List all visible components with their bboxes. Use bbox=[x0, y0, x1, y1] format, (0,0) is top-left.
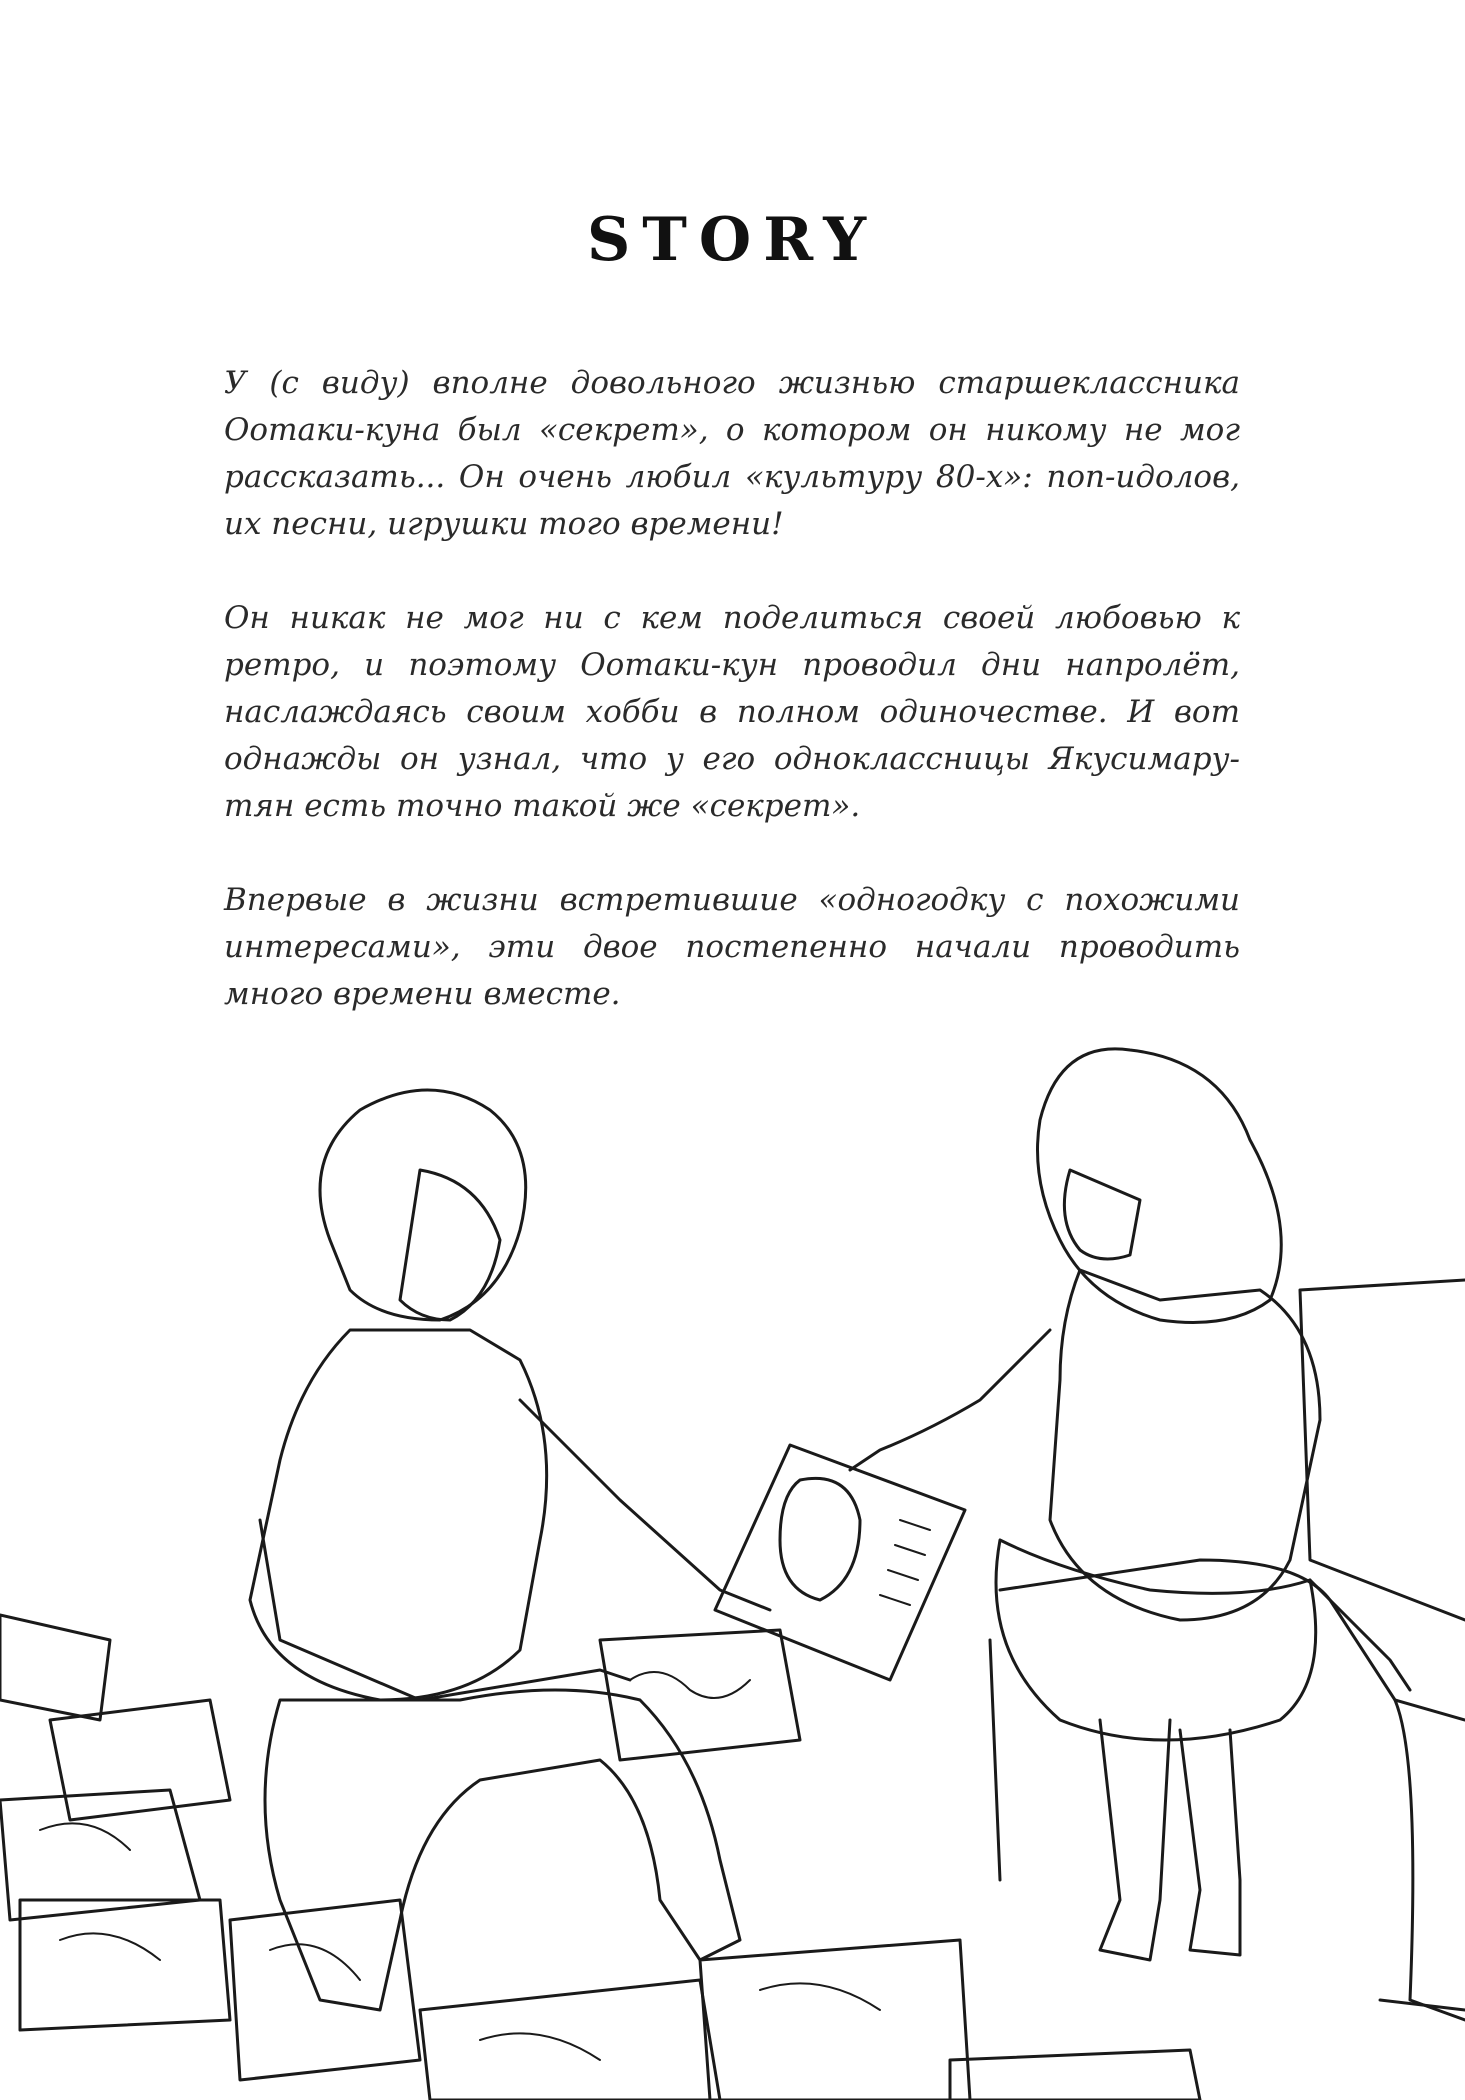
story-paragraph-2: Он никак не мог ни с кем поделиться своей любовью к ретро, и поэтому Оотаки-кун проводил дни напролёт, наслаждаясь своим хобби в полном одиночестве. И вот однажды он узнал, что у его одноклассницы Якусимару-тян есть точно такой же «секрет». bbox=[224, 600, 1240, 824]
illustration-drawing bbox=[0, 1000, 1465, 2100]
record-sleeve bbox=[715, 1445, 965, 1680]
story-paragraph-3: Впервые в жизни встретившие «одногодку с похожими интересами», эти двое постепенно начали проводить много времени вместе. bbox=[224, 882, 1240, 1012]
story-text bbox=[224, 360, 1240, 1065]
manga-illustration bbox=[0, 1000, 1465, 2100]
page-title: STORY bbox=[586, 205, 879, 275]
sofa bbox=[990, 1280, 1465, 2020]
boy-figure bbox=[250, 1090, 770, 2010]
record-sleeve-2 bbox=[600, 1630, 800, 1760]
story-paragraph-1: У (с виду) вполне довольного жизнью старшеклассника Оотаки-куна был «секрет», о котором он никому не мог рассказать... Он очень любил «культуру 80-х»: поп-идолов, их песни, игрушки того времени! bbox=[224, 365, 1240, 542]
floor-records bbox=[0, 1615, 1200, 2100]
girl-figure bbox=[850, 1049, 1410, 1960]
